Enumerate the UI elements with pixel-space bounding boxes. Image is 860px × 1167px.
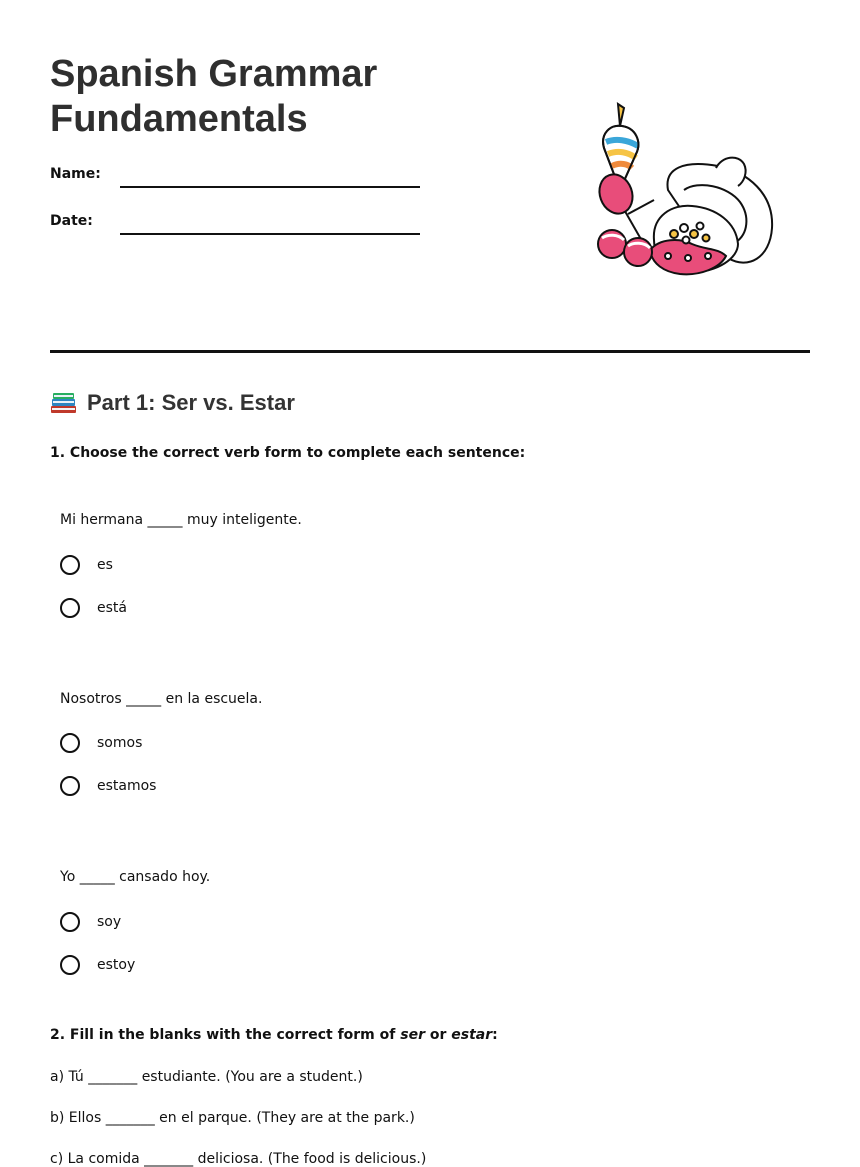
- q2-item-c: c) La comida _______ deliciosa. (The food is delicious.): [50, 1151, 427, 1167]
- radio-button[interactable]: [60, 776, 80, 796]
- radio-button[interactable]: [60, 555, 80, 575]
- title-line-1: Spanish Grammar: [50, 53, 378, 95]
- q1-sentence-2: Nosotros _____ en la escuela.: [60, 691, 263, 707]
- radio-button[interactable]: [60, 598, 80, 618]
- q1-item3-option-2[interactable]: [60, 952, 135, 978]
- q1-item3-option-1[interactable]: [60, 909, 121, 935]
- q1-item2-option-1[interactable]: [60, 730, 142, 756]
- q1-sentence-3: Yo _____ cansado hoy.: [60, 869, 211, 885]
- date-field-row: [50, 213, 430, 243]
- radio-button[interactable]: [60, 912, 80, 932]
- name-line[interactable]: [120, 186, 420, 188]
- date-label: Date:: [50, 213, 93, 229]
- mexican-fiesta-illustration: [588, 98, 784, 282]
- q2-heading-suffix: :: [492, 1027, 498, 1043]
- option-label: estamos: [97, 778, 157, 794]
- q1-item1-option-2[interactable]: [60, 595, 127, 621]
- q2-heading-prefix: 2. Fill in the blanks with the correct form of: [50, 1027, 401, 1043]
- option-label: es: [97, 557, 113, 573]
- q1-sentence-1: Mi hermana _____ muy inteligente.: [60, 512, 302, 528]
- title-line-2: Fundamentals: [50, 98, 308, 140]
- question-1-heading: 1. Choose the correct verb form to complete each sentence:: [50, 445, 526, 461]
- radio-button[interactable]: [60, 733, 80, 753]
- q2-item-a: a) Tú _______ estudiante. (You are a student.): [50, 1069, 363, 1085]
- name-label: Name:: [50, 166, 101, 182]
- part1-heading-text: Part 1: Ser vs. Estar: [87, 390, 295, 415]
- name-field-row: [50, 166, 430, 196]
- radio-button[interactable]: [60, 955, 80, 975]
- question-2-heading: [50, 1027, 498, 1043]
- option-label: soy: [97, 914, 122, 930]
- q1-item1-option-1[interactable]: [60, 552, 113, 578]
- maracas-icon: [594, 170, 654, 266]
- header-divider: [50, 350, 810, 353]
- option-label: somos: [97, 735, 143, 751]
- option-label: está: [97, 600, 127, 616]
- option-label: estoy: [97, 957, 136, 973]
- q2-heading-ser: ser: [400, 1027, 425, 1043]
- page-title: [50, 52, 377, 142]
- q2-item-b: b) Ellos _______ en el parque. (They are at the park.): [50, 1110, 415, 1126]
- q2-heading-estar: estar: [451, 1027, 493, 1043]
- part1-heading: [50, 390, 295, 416]
- q1-item2-option-2[interactable]: [60, 773, 156, 799]
- date-line[interactable]: [120, 233, 420, 235]
- books-icon: [50, 391, 77, 415]
- q2-heading-or: or: [424, 1027, 452, 1043]
